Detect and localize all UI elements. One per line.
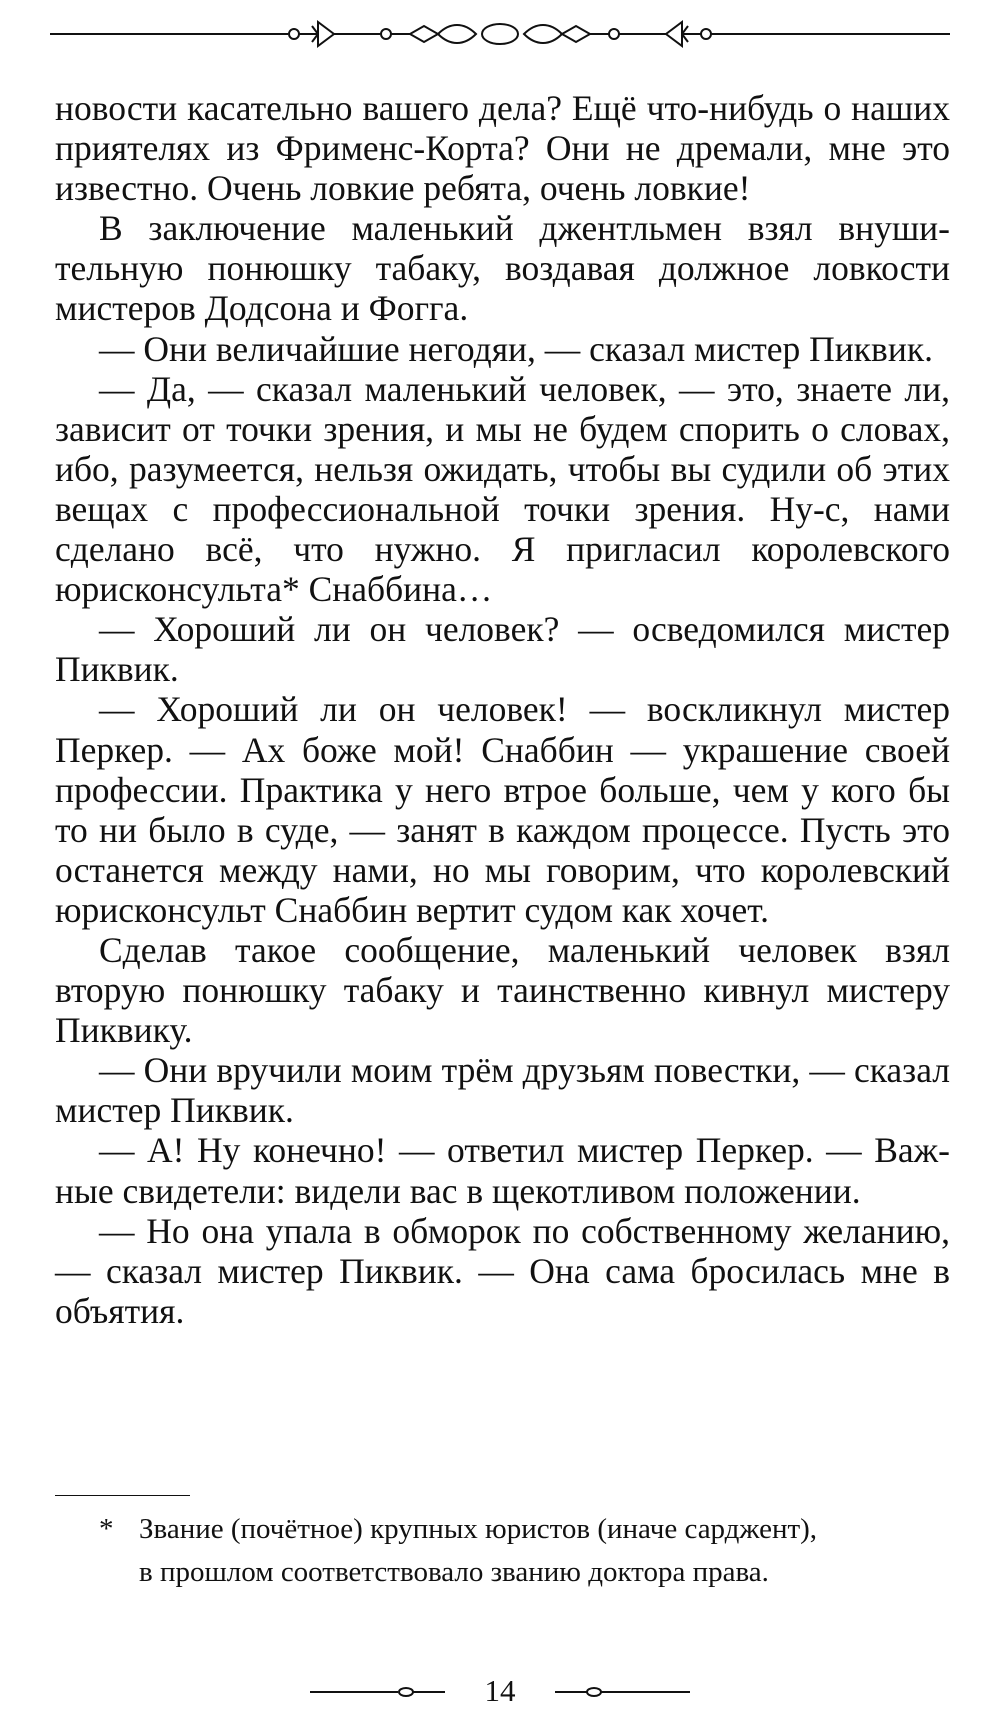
- paragraph: — А! Ну конечно! — ответил мистер Перкер. — Важные свидетели: видели вас в щекотливом положении.: [55, 1130, 950, 1211]
- footnote-line: Звание (почётное) крупных юристов (иначе сарджент),: [139, 1513, 818, 1545]
- footnote-divider: [55, 1495, 190, 1496]
- paragraph: Сделав такое сообщение, маленький человек взял вторую понюшку табаку и таинственно кивнул мистеру Пиквику.: [55, 929, 950, 1051]
- paragraph: В заключение маленький джентльмен взял внушительную понюшку табаку, воздавая должное ловкости мистеров Додсона и Фогга.: [55, 208, 950, 329]
- footnote-asterisk: *: [99, 1513, 114, 1545]
- page-footer: [0, 1670, 1000, 1714]
- header-ornament-icon: [50, 14, 950, 54]
- footnote-line: в прошлом соответствовало званию доктора права.: [139, 1556, 769, 1588]
- paragraph: — Но она упала в обморок по собственному желанию, — сказал мистер Пиквик. — Она сама бросилась мне в объятия.: [55, 1210, 950, 1331]
- paragraph: новости касательно вашего дела? Ещё что-нибудь о наших приятелях из Фрименс-Корта? Они не дремали, мне это известно. Очень ловкие ребята, очень ловкие!: [55, 88, 950, 209]
- paragraph: — Хороший ли он человек! — воскликнул мистер Перкер. — Ах боже мой! Снаббин — украшение своей профессии. Практика у него втрое больше, чем у кого бы то ни было в суде, — занят в каждом процессе. Пусть это останется между нами, но мы говорим, что королевский юрисконсульт Снаббин вертит судом как хочет.: [55, 689, 950, 930]
- paragraph: — Хороший ли он человек? — осведомился мистер Пиквик.: [55, 609, 950, 690]
- footnote: [55, 1508, 950, 1594]
- paragraph: — Они величайшие негодяи, — сказал мистер Пиквик.: [99, 328, 933, 369]
- paragraph: — Они вручили моим трём друзьям повестки, — сказал мистер Пиквик.: [55, 1050, 950, 1131]
- paragraph: — Да, — сказал маленький человек, — это, знаете ли, зависит от точки зрения, и мы не будем спорить о словах, ибо, разумеется, нельзя ожидать, чтобы вы судили об этих вещах с профессиональной точки зрения. Ну-с, нами сделано всё, что нужно. Я пригласил королевского юрисконсульта* Снаббина…: [55, 368, 950, 610]
- main-text: [55, 88, 950, 1331]
- page-number: 14: [484, 1673, 516, 1708]
